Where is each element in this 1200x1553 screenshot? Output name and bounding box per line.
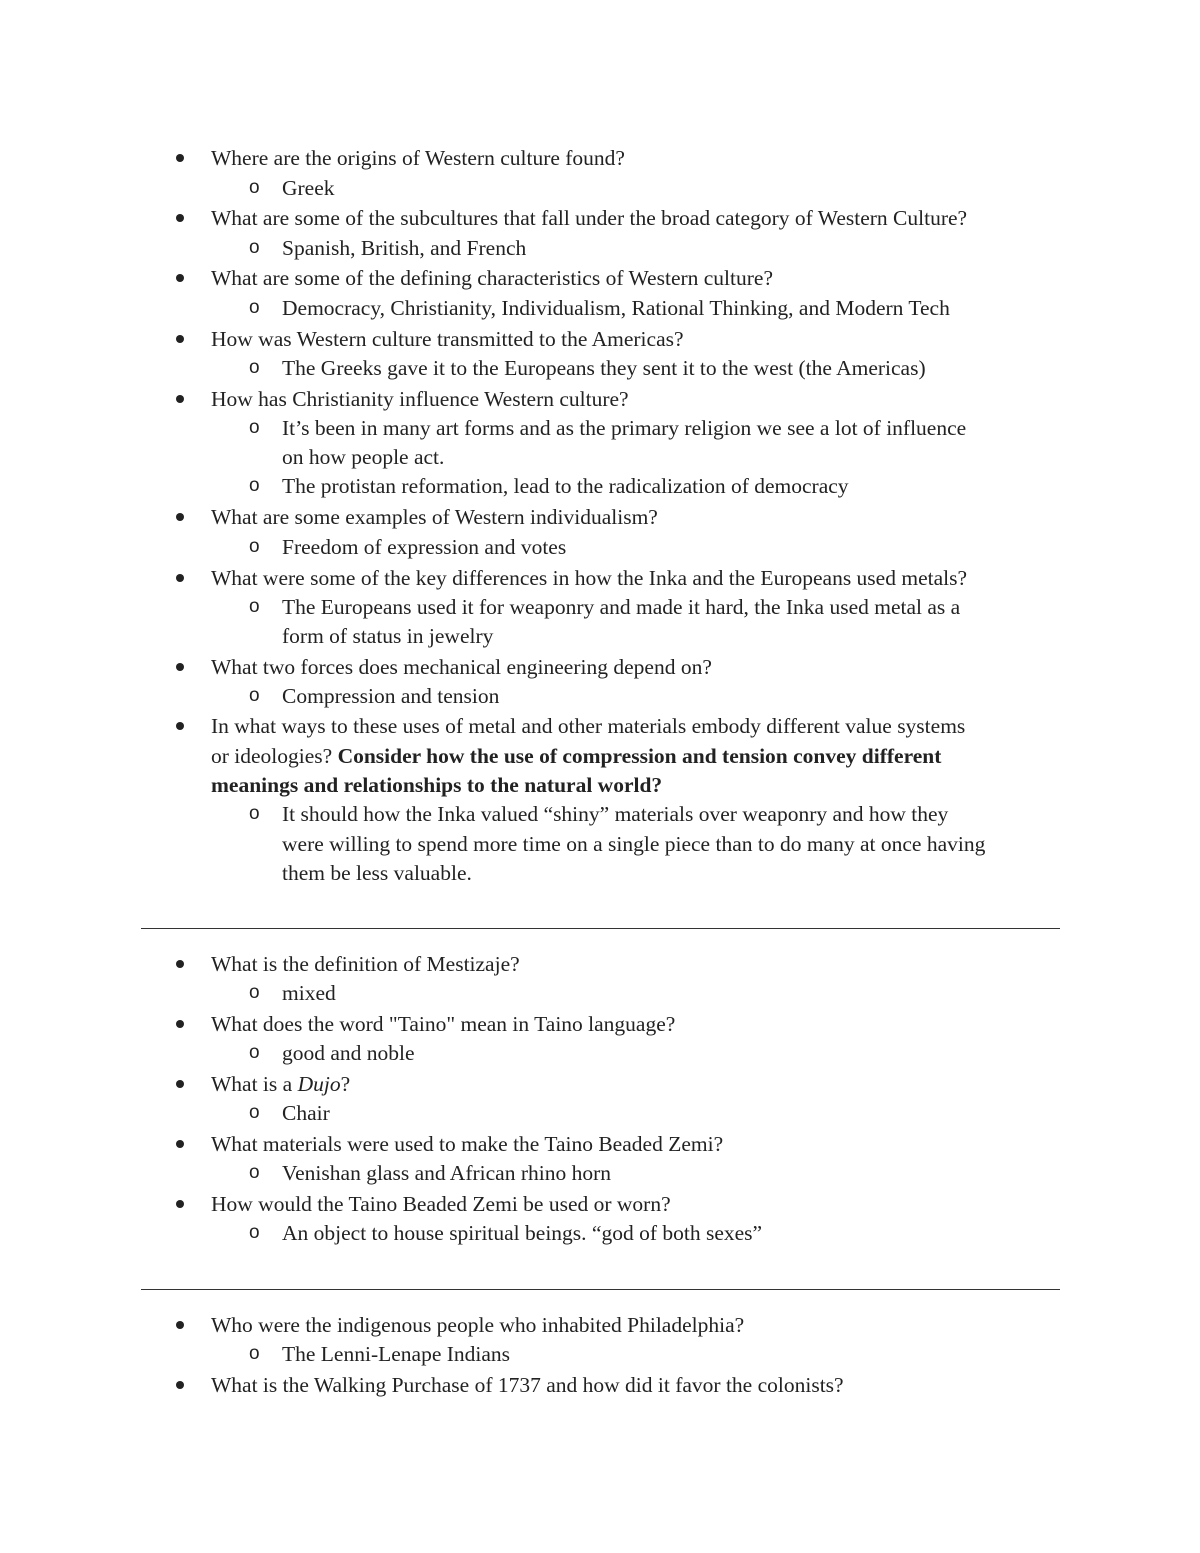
question-text: How was Western culture transmitted to the Americas? [211, 327, 684, 351]
answer-text: mixed [282, 981, 336, 1005]
question-text-continued [211, 741, 941, 771]
question-text: What were some of the key differences in how the Inka and the Europeans used metals? [211, 566, 968, 590]
answer-text: Freedom of expression and votes [282, 535, 567, 559]
answer-text: Greek [282, 176, 335, 200]
question-text: What two forces does mechanical engineering depend on? [211, 655, 712, 679]
sub-bullet-icon: o [249, 1343, 260, 1364]
bullet-icon [176, 1020, 184, 1028]
question-text: Where are the origins of Western culture found? [211, 146, 625, 170]
bullet-icon [176, 513, 184, 521]
sub-bullet-icon: o [249, 357, 260, 378]
bullet-icon [176, 960, 184, 968]
sub-bullet-icon: o [249, 1042, 260, 1063]
bullet-icon [176, 1321, 184, 1329]
question-text: What is the Walking Purchase of 1737 and how did it favor the colonists? [211, 1373, 844, 1397]
bullet-icon [176, 274, 184, 282]
question-text [211, 1069, 350, 1099]
question-text: What are some of the defining characteristics of Western culture? [211, 266, 774, 290]
bullet-icon [176, 663, 184, 671]
answer-text-continued: were willing to spend more time on a single piece than to do many at once having [282, 832, 986, 856]
question-text: What are some of the subcultures that fall under the broad category of Western Culture? [211, 206, 968, 230]
question-text: What is the definition of Mestizaje? [211, 952, 520, 976]
question-text-bold: Consider how the use of compression and tension convey different [337, 744, 942, 768]
bullet-icon [176, 1381, 184, 1389]
bullet-icon [176, 335, 184, 343]
question-text: How has Christianity influence Western culture? [211, 387, 629, 411]
answer-text: Chair [282, 1101, 330, 1125]
sub-bullet-icon: o [249, 297, 260, 318]
bullet-icon [176, 722, 184, 730]
answer-text: Venishan glass and African rhino horn [282, 1161, 611, 1185]
bullet-icon [176, 1200, 184, 1208]
bullet-icon [176, 395, 184, 403]
sub-bullet-icon: o [249, 417, 260, 438]
sub-bullet-icon: o [249, 1162, 260, 1183]
sub-bullet-icon: o [249, 237, 260, 258]
bullet-icon [176, 1140, 184, 1148]
answer-text: Democracy, Christianity, Individualism, Rational Thinking, and Modern Tech [282, 296, 950, 320]
bullet-icon [176, 214, 184, 222]
answer-text: The protistan reformation, lead to the radicalization of democracy [282, 474, 849, 498]
sub-bullet-icon: o [249, 177, 260, 198]
answer-text-continued: on how people act. [282, 445, 445, 469]
section-divider [141, 928, 1060, 929]
answer-text: The Europeans used it for weaponry and made it hard, the Inka used metal as a [282, 595, 961, 619]
sub-bullet-icon: o [249, 982, 260, 1003]
question-text: What does the word "Taino" mean in Taino language? [211, 1012, 676, 1036]
question-text-bold-continued: meanings and relationships to the natural world? [211, 773, 663, 797]
answer-text: It’s been in many art forms and as the primary religion we see a lot of influence [282, 416, 967, 440]
question-text-plain: or ideologies? [211, 744, 333, 768]
answer-text: good and noble [282, 1041, 415, 1065]
sub-bullet-icon: o [249, 536, 260, 557]
answer-text-continued: them be less valuable. [282, 861, 472, 885]
question-text: How would the Taino Beaded Zemi be used or worn? [211, 1192, 671, 1216]
answer-text: It should how the Inka valued “shiny” materials over weaponry and how they [282, 802, 949, 826]
sub-bullet-icon: o [249, 803, 260, 824]
bullet-icon [176, 154, 184, 162]
sub-bullet-icon: o [249, 685, 260, 706]
bullet-icon [176, 1080, 184, 1088]
question-text-italic: Dujo [297, 1072, 341, 1096]
answer-text: The Lenni-Lenape Indians [282, 1342, 511, 1366]
section-divider [141, 1289, 1060, 1290]
question-text-suffix: ? [340, 1072, 351, 1096]
question-text-prefix: What is a [211, 1072, 298, 1096]
sub-bullet-icon: o [249, 1222, 260, 1243]
answer-text-continued: form of status in jewelry [282, 624, 494, 648]
answer-text: An object to house spiritual beings. “god of both sexes” [282, 1221, 763, 1245]
question-text: In what ways to these uses of metal and other materials embody different value systems [211, 714, 966, 738]
sub-bullet-icon: o [249, 475, 260, 496]
question-text: Who were the indigenous people who inhabited Philadelphia? [211, 1313, 745, 1337]
bullet-icon [176, 574, 184, 582]
answer-text: Compression and tension [282, 684, 500, 708]
question-text: What materials were used to make the Taino Beaded Zemi? [211, 1132, 724, 1156]
answer-text: The Greeks gave it to the Europeans they sent it to the west (the Americas) [282, 356, 926, 380]
answer-text: Spanish, British, and French [282, 236, 527, 260]
sub-bullet-icon: o [249, 1102, 260, 1123]
sub-bullet-icon: o [249, 596, 260, 617]
question-text: What are some examples of Western individualism? [211, 505, 658, 529]
